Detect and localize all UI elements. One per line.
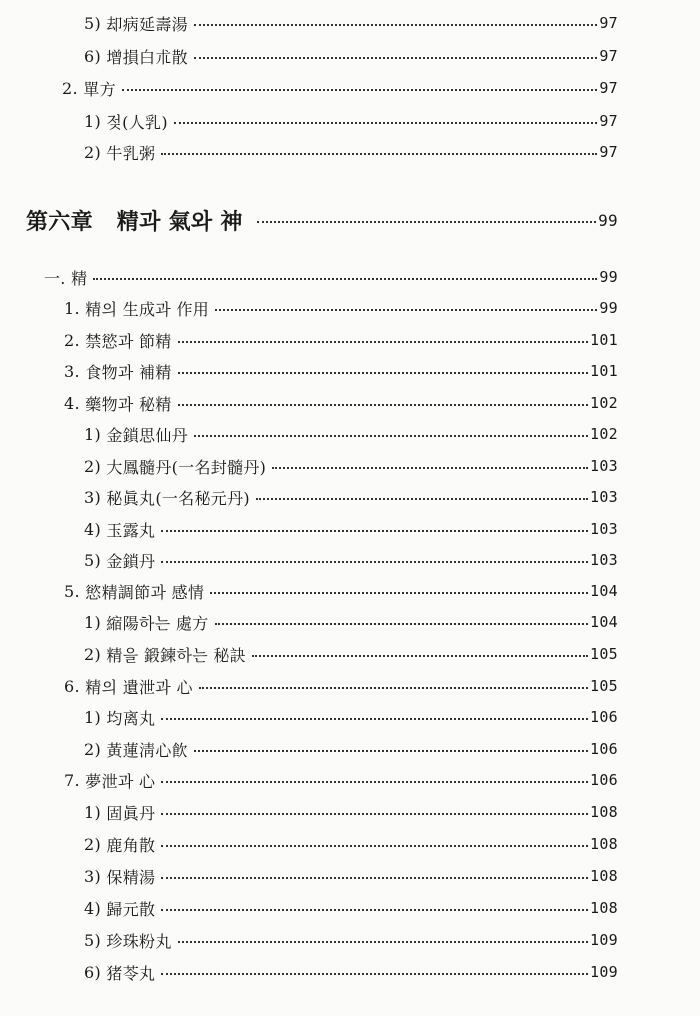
toc-entry-page: 103 — [590, 457, 618, 475]
toc-entry-title: 大鳳髓丹(一名封髓丹) — [106, 457, 267, 477]
toc-entry — [84, 639, 618, 669]
toc-entry-number: 1) — [84, 802, 102, 822]
toc-entry-title: 猪苓丸 — [106, 963, 156, 983]
toc-entry — [84, 829, 618, 859]
dot-leader — [215, 309, 597, 311]
dot-leader — [161, 973, 588, 975]
toc-entry-title: 縮陽하는 處方 — [106, 613, 209, 633]
toc-entry — [84, 106, 618, 136]
toc-entry-page: 97 — [599, 14, 618, 32]
toc-section — [44, 262, 618, 292]
toc-entry — [84, 925, 618, 955]
toc-entry — [84, 419, 618, 449]
toc-entry-number: 4) — [84, 898, 102, 918]
toc-entry-page: 103 — [590, 551, 618, 569]
chapter-page: 99 — [598, 210, 618, 230]
toc-entry-title: 禁慾과 節精 — [85, 331, 172, 351]
toc-entry-number: 2) — [84, 834, 102, 854]
toc-entry-page: 99 — [599, 268, 618, 286]
toc-entry-title: 玉露丸 — [106, 520, 156, 540]
dot-leader — [122, 89, 597, 91]
toc-entry-page: 102 — [590, 394, 618, 412]
dot-leader — [215, 623, 588, 625]
dot-leader — [161, 813, 588, 815]
dot-leader — [257, 221, 596, 223]
toc-entry-number: 1) — [84, 424, 102, 444]
toc-entry-title: 却病延壽湯 — [106, 14, 188, 34]
toc-entry — [84, 545, 618, 575]
toc-entry-title: 秘眞丸(一名秘元丹) — [106, 488, 250, 508]
toc-entry-title: 藥物과 秘精 — [85, 394, 172, 414]
toc-entry-title: 牛乳粥 — [106, 143, 156, 163]
toc-entry-title: 젖(人乳) — [106, 112, 168, 132]
toc-entry-title: 均离丸 — [106, 708, 156, 728]
toc-entry — [64, 576, 618, 606]
toc-entry — [84, 734, 618, 764]
dot-leader — [161, 718, 588, 720]
toc-entry — [84, 957, 618, 987]
toc-entry-number: 2) — [84, 644, 102, 664]
toc-entry-page: 106 — [590, 708, 618, 726]
toc-entry-number: 5. — [64, 581, 80, 601]
toc-entry — [84, 137, 618, 167]
dot-leader — [161, 909, 588, 911]
dot-leader — [161, 153, 597, 155]
toc-entry-number: 2) — [84, 142, 102, 162]
toc-entry-number: 2. — [62, 78, 78, 98]
dot-leader — [252, 655, 588, 657]
toc-entry-number: 1) — [84, 707, 102, 727]
dot-leader — [178, 372, 588, 374]
dot-leader — [178, 941, 588, 943]
toc-entry-page: 99 — [599, 299, 618, 317]
dot-leader — [161, 561, 588, 563]
toc-entry-page: 97 — [599, 47, 618, 65]
toc-entry-title: 固眞丹 — [106, 803, 156, 823]
dot-leader — [161, 530, 588, 532]
toc-entry-page: 97 — [599, 143, 618, 161]
toc-entry-title: 保精湯 — [106, 867, 156, 887]
toc-entry-page: 101 — [590, 362, 618, 380]
toc-entry — [64, 293, 618, 323]
toc-entry — [64, 325, 618, 355]
toc-entry-title: 精을 鍛鍊하는 秘訣 — [106, 645, 246, 665]
toc-entry-page: 108 — [590, 803, 618, 821]
dot-leader — [161, 845, 588, 847]
toc-entry-title: 精의 遺泄과 心 — [85, 677, 193, 697]
toc-entry-number: 1) — [84, 612, 102, 632]
toc-entry-number: 2) — [84, 456, 102, 476]
toc-entry — [64, 671, 618, 701]
toc-entry-page: 103 — [590, 520, 618, 538]
toc-entry-title: 金鎖丹 — [106, 551, 156, 571]
toc-entry — [84, 607, 618, 637]
toc-entry-title: 慾精調節과 感情 — [85, 582, 205, 602]
dot-leader — [199, 687, 588, 689]
toc-entry — [84, 8, 618, 38]
toc-entry-title: 黃蓮淸心飮 — [106, 740, 188, 760]
toc-entry-title: 歸元散 — [106, 899, 156, 919]
toc-entry-page: 104 — [590, 613, 618, 631]
toc-entry-number: 3) — [84, 866, 102, 886]
toc-entry-page: 108 — [590, 867, 618, 885]
toc-entry-page: 103 — [590, 488, 618, 506]
toc-entry — [84, 451, 618, 481]
toc-entry-number: 3) — [84, 487, 102, 507]
toc-entry-number: 1. — [64, 298, 80, 318]
toc-entry — [84, 797, 618, 827]
toc-entry-number: 4. — [64, 393, 80, 413]
toc-entry-title: 精의 生成과 作用 — [85, 299, 210, 319]
toc-entry-page: 106 — [590, 771, 618, 789]
toc-entry-number: 1) — [84, 111, 102, 131]
chapter-number: 第六章 — [26, 208, 93, 235]
toc-entry-number: 一. — [44, 268, 66, 288]
toc-entry-page: 104 — [590, 582, 618, 600]
dot-leader — [210, 592, 588, 594]
toc-entry — [84, 41, 618, 71]
toc-entry-title: 食物과 補精 — [85, 362, 172, 382]
toc-entry-number: 5) — [84, 930, 102, 950]
toc-entry-title: 單方 — [83, 79, 116, 99]
toc-entry-number: 5) — [84, 550, 102, 570]
toc-entry-page: 102 — [590, 425, 618, 443]
toc-entry-title: 夢泄과 心 — [85, 771, 156, 791]
toc-entry — [64, 765, 618, 795]
toc-entry-page: 106 — [590, 740, 618, 758]
toc-entry — [84, 861, 618, 891]
toc-entry-page: 108 — [590, 899, 618, 917]
dot-leader — [178, 404, 588, 406]
dot-leader — [194, 24, 597, 26]
dot-leader — [161, 877, 588, 879]
dot-leader — [178, 341, 588, 343]
dot-leader — [194, 57, 597, 59]
toc-entry-title: 珍珠粉丸 — [106, 931, 172, 951]
toc-entry-page: 97 — [599, 79, 618, 97]
toc-entry-title: 鹿角散 — [106, 835, 156, 855]
toc-entry-page: 105 — [590, 677, 618, 695]
toc-entry-title: 增損白朮散 — [106, 47, 188, 67]
toc-entry — [84, 514, 618, 544]
dot-leader — [174, 122, 597, 124]
dot-leader — [272, 467, 588, 469]
toc-entry — [64, 356, 618, 386]
chapter-heading — [26, 200, 618, 240]
toc-entry-number: 5) — [84, 13, 102, 33]
toc-entry-number: 6. — [64, 676, 80, 696]
dot-leader — [161, 781, 588, 783]
toc-entry-title: 精 — [71, 268, 88, 288]
chapter-title: 精과 氣와 神 — [116, 208, 243, 235]
toc-entry — [64, 388, 618, 418]
toc-entry-page: 109 — [590, 963, 618, 981]
toc-entry-number: 2. — [64, 330, 80, 350]
toc-entry-number: 4) — [84, 519, 102, 539]
toc-entry — [84, 893, 618, 923]
dot-leader — [194, 435, 588, 437]
dot-leader — [194, 750, 588, 752]
dot-leader — [93, 278, 597, 280]
toc-entry-number: 7. — [64, 770, 80, 790]
toc-entry-page: 101 — [590, 331, 618, 349]
toc-entry-number: 2) — [84, 739, 102, 759]
toc-entry-number: 6) — [84, 46, 102, 66]
toc-entry-title: 金鎖思仙丹 — [106, 425, 188, 445]
toc-entry-page: 105 — [590, 645, 618, 663]
toc-entry-page: 109 — [590, 931, 618, 949]
toc-entry — [84, 702, 618, 732]
toc-entry-page: 108 — [590, 835, 618, 853]
toc-entry-number: 6) — [84, 962, 102, 982]
dot-leader — [256, 498, 588, 500]
toc-entry — [84, 482, 618, 512]
toc-entry-number: 3. — [64, 361, 80, 381]
toc-entry — [62, 73, 618, 103]
toc-entry-page: 97 — [599, 112, 618, 130]
